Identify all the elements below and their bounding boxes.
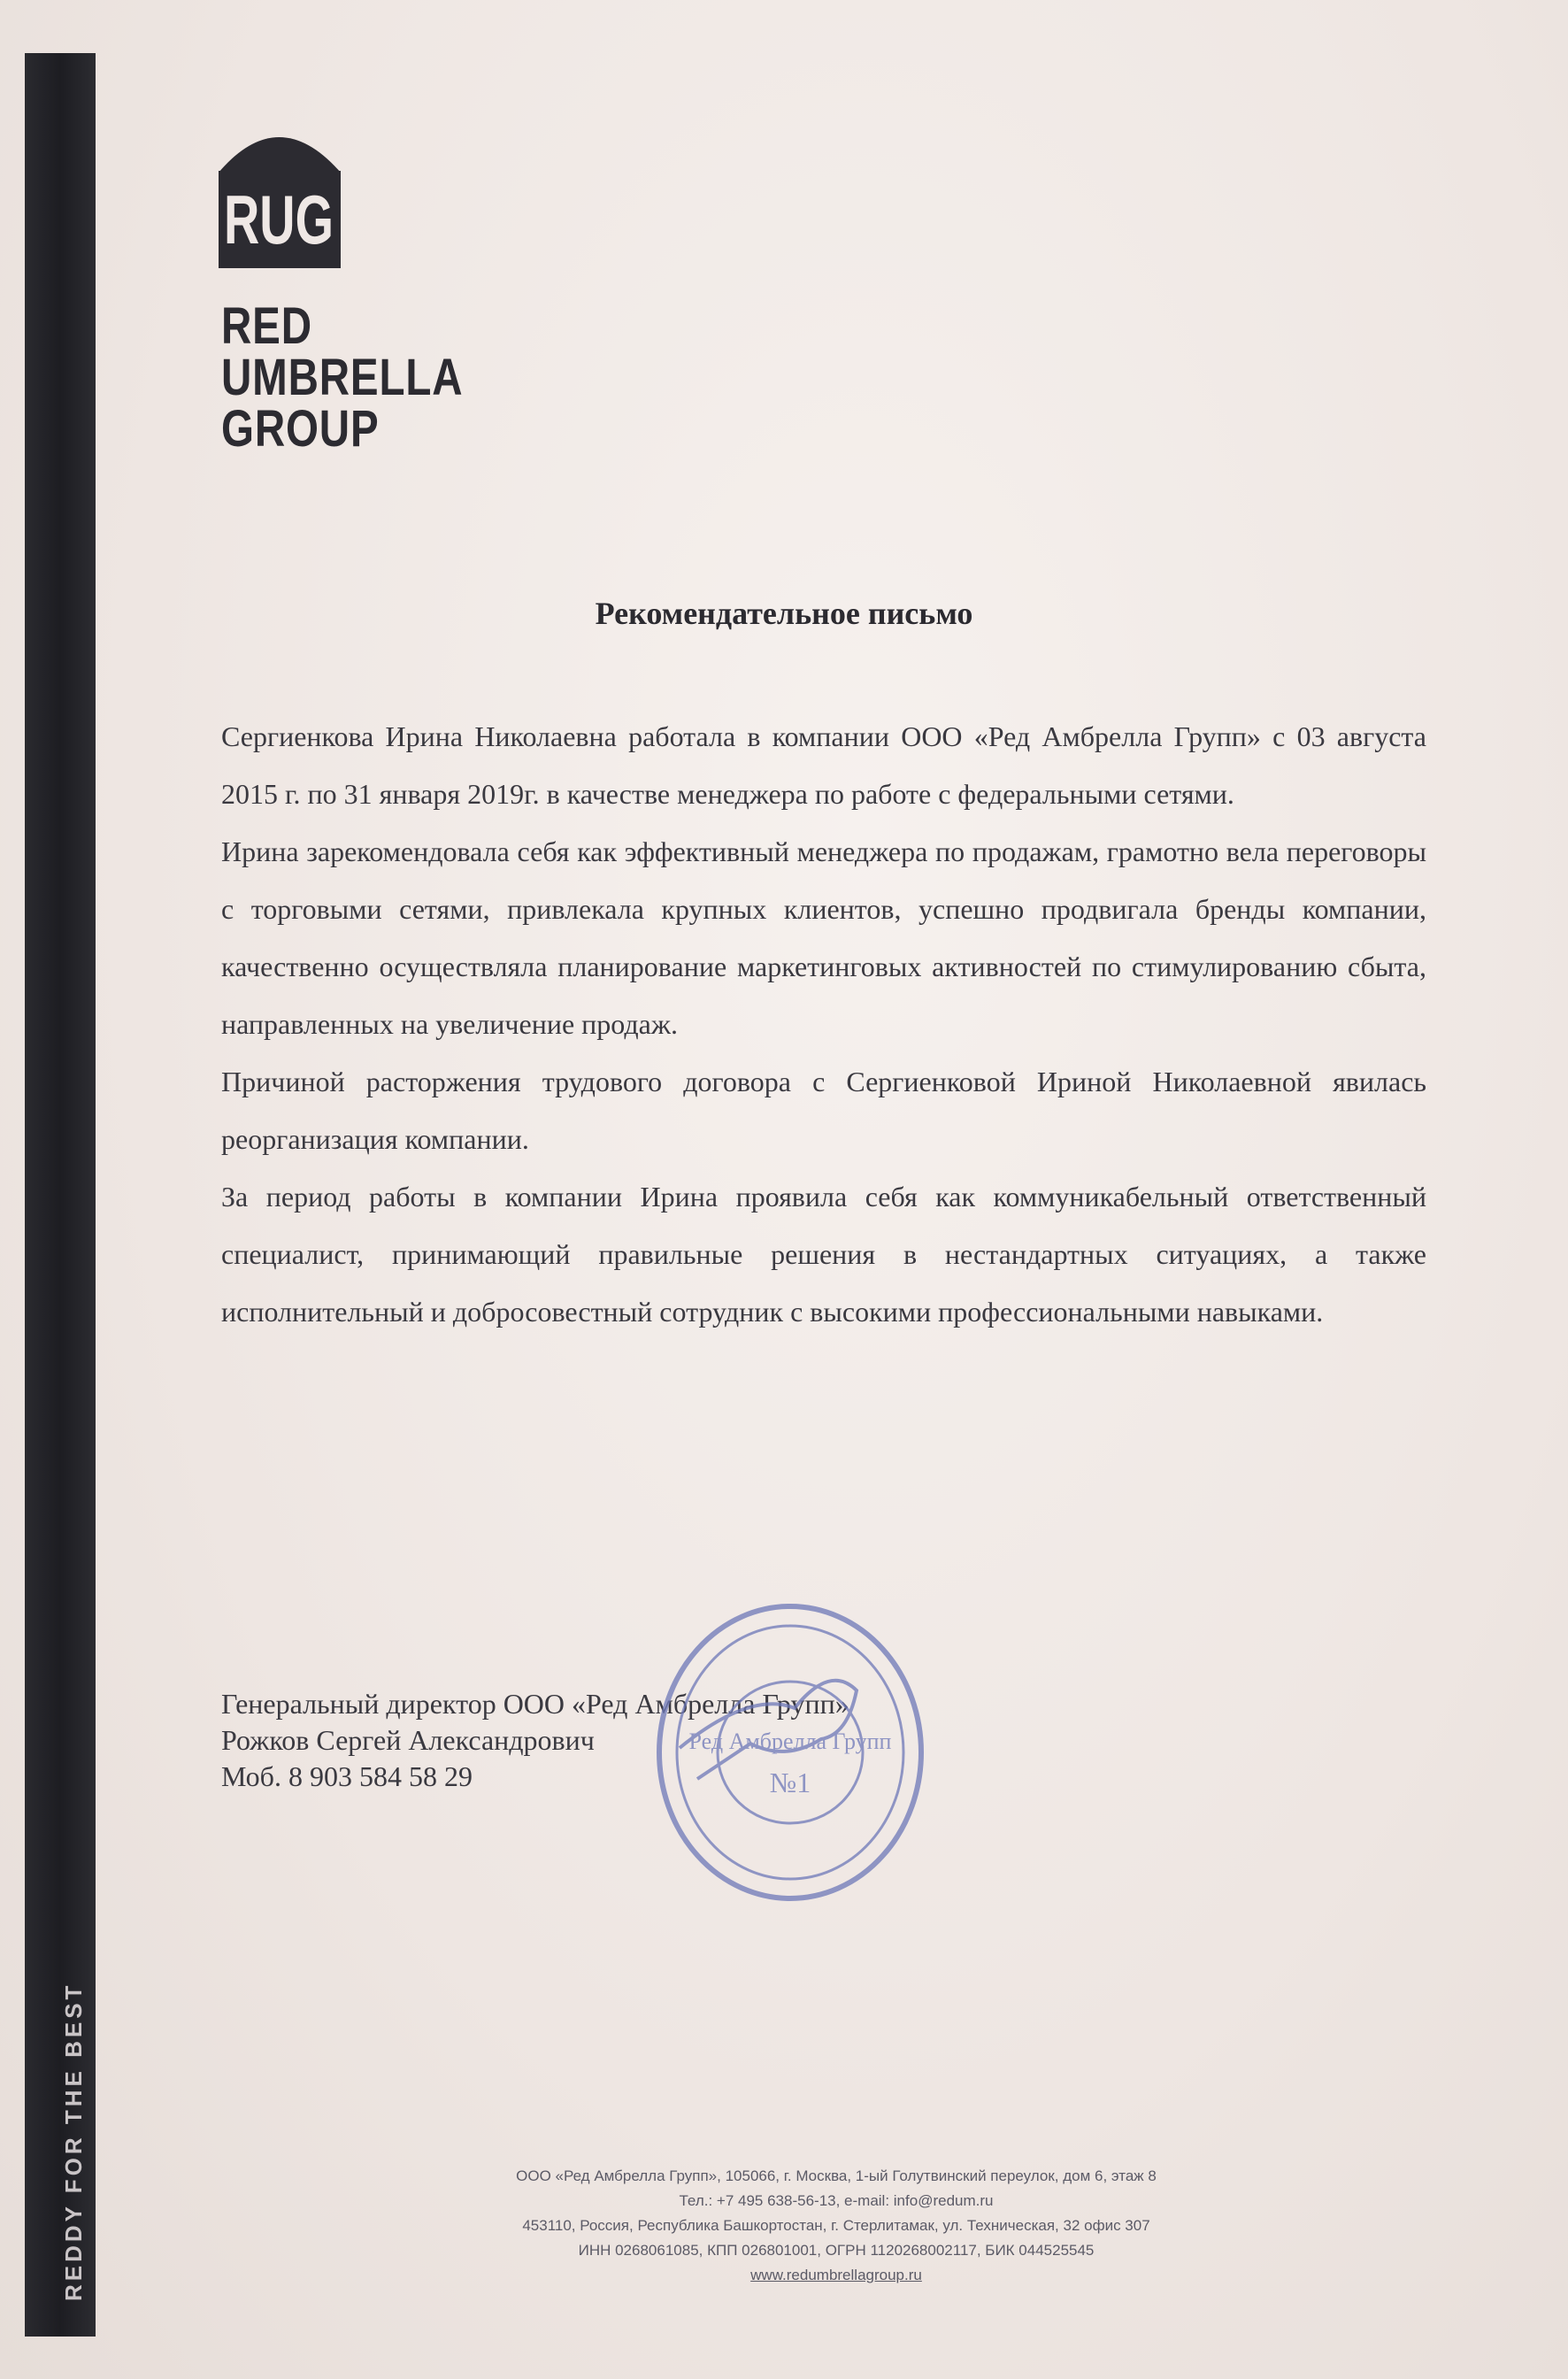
letter-footer bbox=[372, 2164, 1301, 2288]
footer-website-link[interactable]: www.redumbrellagroup.ru bbox=[750, 2267, 922, 2283]
footer-address-sterlitamak: 453110, Россия, Республика Башкортостан, г. Стерлитамак, ул. Техническая, 32 офис 307 bbox=[522, 2217, 1150, 2234]
side-tagline: REDDY FOR THE BEST bbox=[60, 1982, 87, 2301]
footer-requisites: ИНН 0268061085, КПП 026801001, ОГРН 1120268002117, БИК 044525545 bbox=[578, 2242, 1095, 2259]
stamp-center-text: Ред Амбрелла Групп bbox=[688, 1728, 892, 1754]
logo-line-2: UMBRELLA bbox=[221, 349, 464, 406]
signer-phone: Моб. 8 903 584 58 29 bbox=[221, 1760, 473, 1792]
svg-text:RUG: RUG bbox=[224, 181, 334, 258]
logo-line-3: GROUP bbox=[221, 400, 380, 458]
signer-name: Рожков Сергей Александрович bbox=[221, 1724, 595, 1756]
paragraph-3: Причиной расторжения трудового договора с Сергиенковой Ириной Николаевной явилась реорганизация компании. bbox=[221, 1066, 1426, 1155]
paragraph-2: Ирина зарекомендовала себя как эффективный менеджера по продажам, грамотно вела переговоры с торговыми сетями, привлекала крупных клиентов, успешно продвигала бренды компании, качественно осуществляла планирование маркетинговых активностей по стимулированию сбыта, направленных на увеличение продаж. bbox=[221, 835, 1426, 1040]
letter-title: Рекомендательное письмо bbox=[595, 596, 973, 631]
paragraph-4: За период работы в компании Ирина проявила себя как коммуникабельный ответственный специалист, принимающий правильные решения в нестандартных ситуациях, а также исполнительный и добросовестный сотрудник с высокими профессиональными навыками. bbox=[221, 1181, 1426, 1328]
letter-body bbox=[221, 708, 1426, 1341]
logo-wordmark bbox=[221, 297, 516, 458]
paragraph-1: Сергиенкова Ирина Николаевна работала в компании ООО «Ред Амбрелла Групп» с 03 августа 2015 г. по 31 января 2019г. в качестве менеджера по работе с федеральными сетями. bbox=[221, 720, 1426, 810]
signer-position: Генеральный директор ООО «Ред Амбрелла Групп» bbox=[221, 1688, 849, 1720]
footer-contacts: Тел.: +7 495 638-56-13, e-mail: info@redum.ru bbox=[679, 2192, 994, 2209]
stamp-number: №1 bbox=[769, 1767, 811, 1798]
logo-line-1: RED bbox=[221, 297, 312, 355]
footer-address-moscow: ООО «Ред Амбрелла Групп», 105066, г. Москва, 1-ый Голутвинский переулок, дом 6, этаж 8 bbox=[516, 2167, 1157, 2184]
company-stamp-icon bbox=[644, 1584, 936, 1921]
